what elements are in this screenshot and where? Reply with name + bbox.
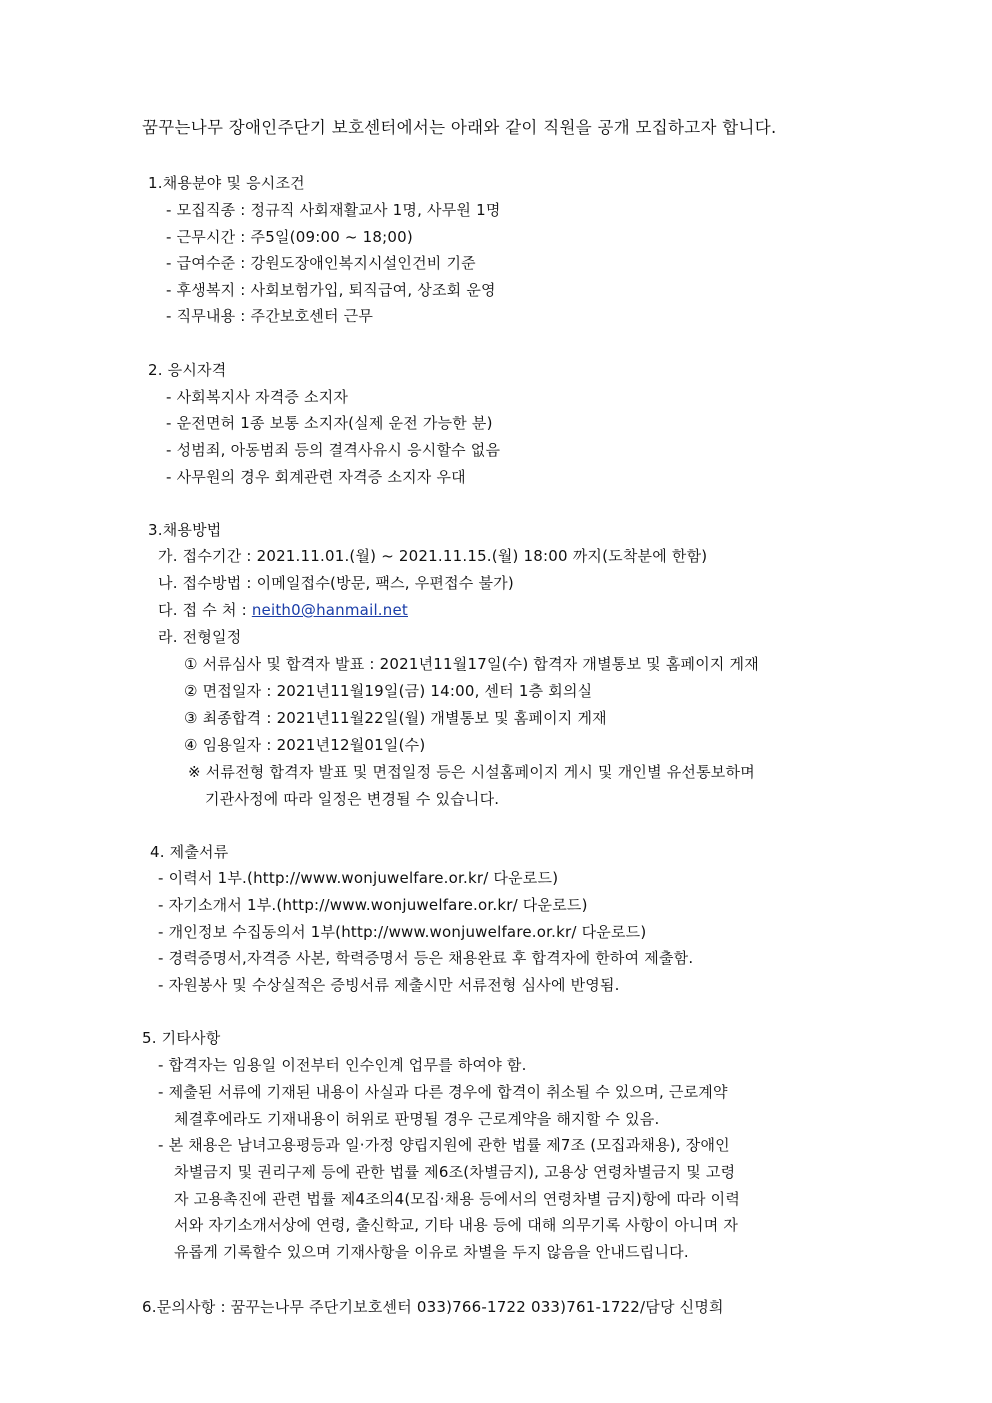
schedule-item: ② 면접일자 : 2021년11월19일(금) 14:00, 센터 1층 회의실: [184, 682, 593, 700]
schedule-item: ① 서류심사 및 합격자 발표 : 2021년11월17일(수) 합격자 개별통보 및 홈페이지 게재: [184, 655, 759, 673]
paragraph-line: 유롭게 기록할수 있으며 기재사항을 이유로 차별을 두지 않음을 안내드립니다.: [174, 1243, 689, 1261]
list-item: - 운전면허 1종 보통 소지자(실제 운전 가능한 분): [166, 414, 493, 432]
list-item: - 직무내용 : 주간보호센터 근무: [166, 307, 374, 325]
paragraph-line: - 본 채용은 남녀고용평등과 일·가정 양립지원에 관한 법률 제7조 (모집과채용), 장애인: [158, 1136, 730, 1154]
schedule-item: ③ 최종합격 : 2021년11월22일(월) 개별통보 및 홈페이지 게재: [184, 709, 607, 727]
list-item: - 근무시간 : 주5일(09:00 ~ 18;00): [166, 228, 413, 246]
address-label: 다. 접 수 처 :: [158, 601, 252, 619]
email-link[interactable]: neith0@hanmail.net: [251, 601, 408, 619]
paragraph-line: 서와 자기소개서상에 연령, 출신학교, 기타 내용 등에 대해 의무기록 사항이 아니며 자: [174, 1216, 739, 1234]
section-1-title: 1.채용분야 및 응시조건: [148, 174, 305, 192]
list-item: - 사회복지사 자격증 소지자: [166, 388, 349, 406]
list-item: - 경력증명서,자격증 사본, 학력증명서 등은 채용완료 후 합격자에 한하여 제출함.: [158, 949, 694, 967]
schedule-note: ※ 서류전형 합격자 발표 및 면접일정 등은 시설홈페이지 게시 및 개인별 유선통보하며: [188, 763, 755, 781]
section-4-title: 4. 제출서류: [150, 843, 229, 861]
list-item: - 후생복지 : 사회보험가입, 퇴직급여, 상조회 운영: [166, 281, 496, 299]
list-item: - 성범죄, 아동범죄 등의 결격사유시 응시할수 없음: [166, 441, 501, 459]
paragraph-line: - 합격자는 임용일 이전부터 인수인계 업무를 하여야 함.: [158, 1056, 527, 1074]
list-item: - 급여수준 : 강원도장애인복지시설인건비 기준: [166, 254, 476, 272]
paragraph-line: 체결후에라도 기재내용이 허위로 판명될 경우 근로계약을 해지할 수 있음.: [174, 1110, 660, 1128]
paragraph-line: 자 고용촉진에 관련 법률 제4조의4(모집·채용 등에서의 연령차별 금지)항에 따라 이력: [174, 1190, 741, 1208]
list-item: - 자원봉사 및 수상실적은 증빙서류 제출시만 서류전형 심사에 반영됨.: [158, 976, 620, 994]
list-item: - 자기소개서 1부.(http://www.wonjuwelfare.or.kr/ 다운로드): [158, 896, 588, 914]
list-item: - 사무원의 경우 회계관련 자격증 소지자 우대: [166, 468, 466, 486]
paragraph-line: 차별금지 및 권리구제 등에 관한 법률 제6조(차별금지), 고용상 연령차별금지 및 고령: [174, 1163, 736, 1181]
intro-text: 꿈꾸는나무 장애인주단기 보호센터에서는 아래와 같이 직원을 공개 모집하고자 합니다.: [142, 118, 777, 137]
section-2-title: 2. 응시자격: [148, 361, 227, 379]
application-method: 나. 접수방법 : 이메일접수(방문, 팩스, 우편접수 불가): [158, 574, 514, 592]
paragraph-line: - 제출된 서류에 기재된 내용이 사실과 다른 경우에 합격이 취소될 수 있으며, 근로계약: [158, 1083, 728, 1101]
list-item: - 이력서 1부.(http://www.wonjuwelfare.or.kr/ 다운로드): [158, 869, 559, 887]
schedule-note-cont: 기관사정에 따라 일정은 변경될 수 있습니다.: [205, 790, 500, 808]
section-3-title: 3.채용방법: [148, 521, 222, 539]
list-item: - 모집직종 : 정규직 사회재활교사 1명, 사무원 1명: [166, 201, 501, 219]
application-period: 가. 접수기간 : 2021.11.01.(월) ~ 2021.11.15.(월) 18:00 까지(도착분에 한함): [158, 547, 708, 565]
schedule-item: ④ 임용일자 : 2021년12월01일(수): [184, 736, 426, 754]
contact-info: 6.문의사항 : 꿈꾸는나무 주단기보호센터 033)766-1722 033)761-1722/담당 신명희: [142, 1298, 724, 1316]
section-5-title: 5. 기타사항: [142, 1029, 221, 1047]
list-item: - 개인정보 수집동의서 1부(http://www.wonjuwelfare.or.kr/ 다운로드): [158, 923, 647, 941]
application-address: [158, 600, 408, 620]
schedule-title: 라. 전형일정: [158, 628, 242, 646]
